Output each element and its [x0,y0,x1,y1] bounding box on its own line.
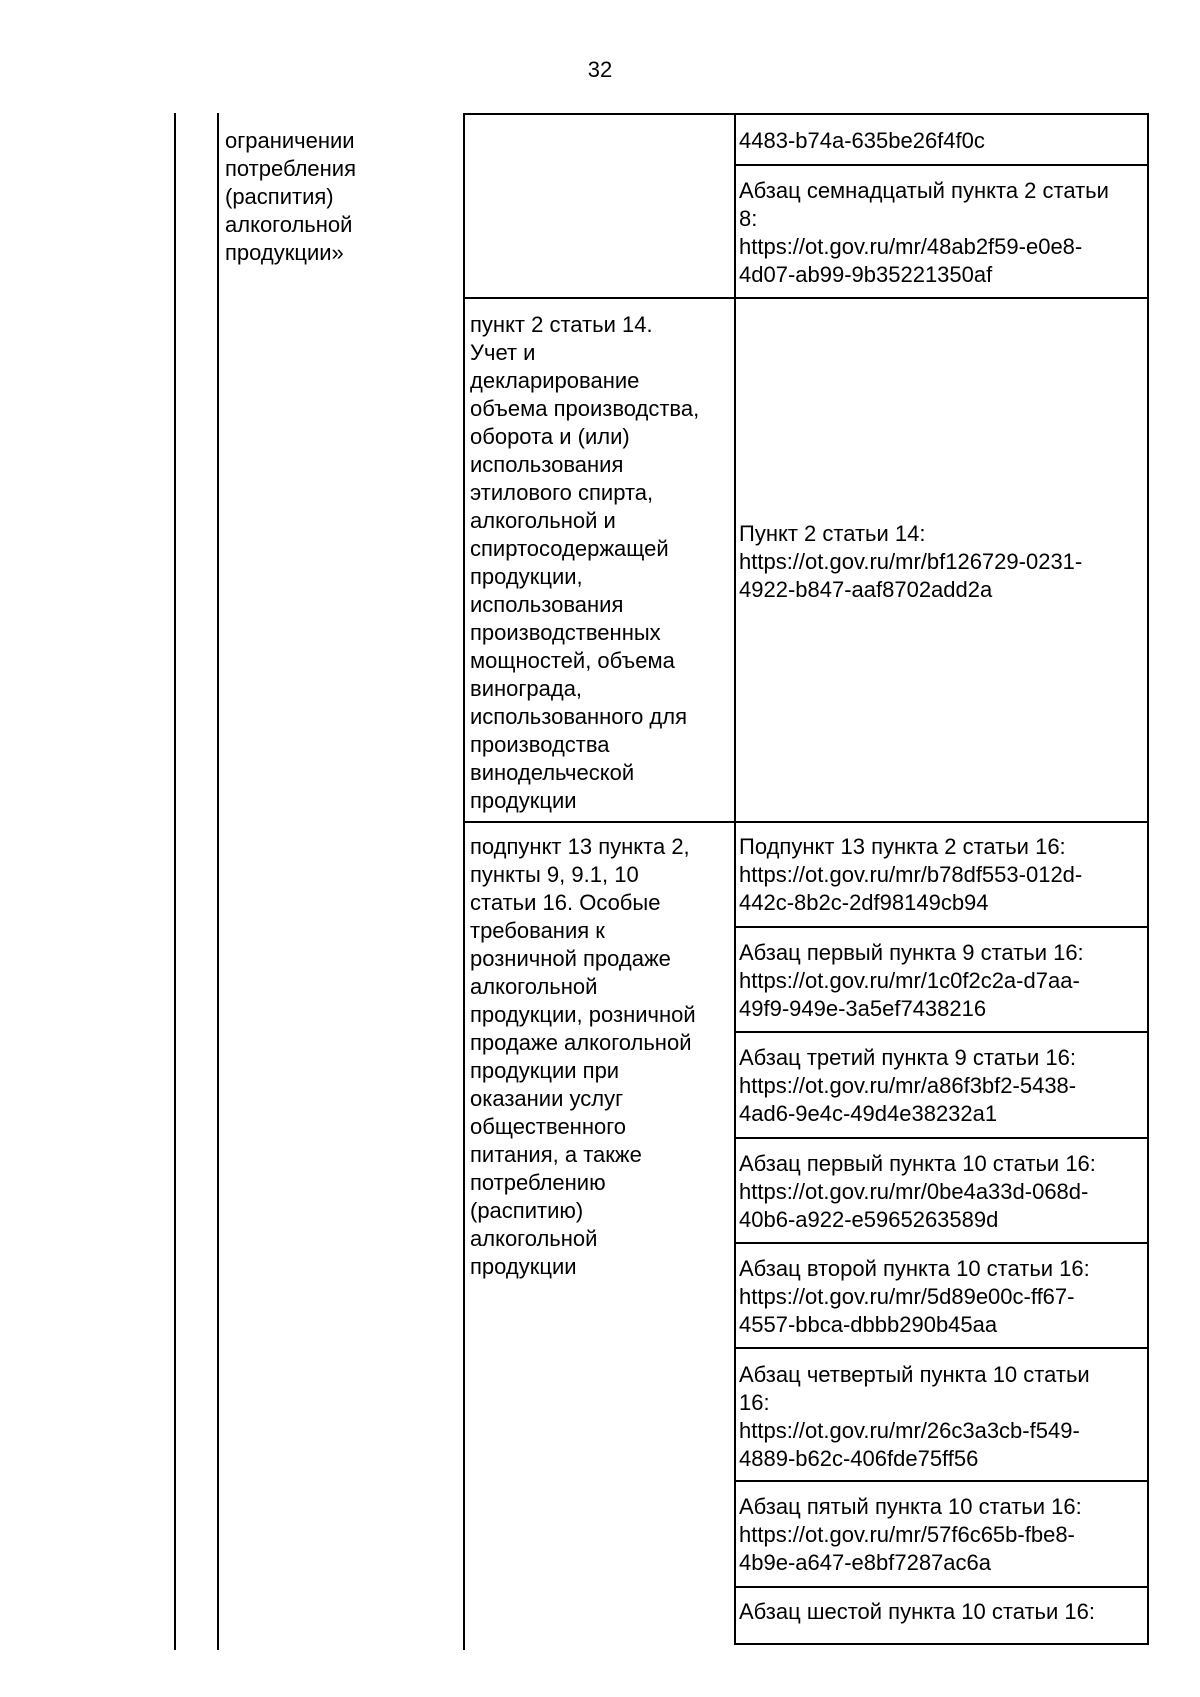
cell-divider [734,1480,1149,1482]
article-cell: подпункт 13 пункта 2, пункты 9, 9.1, 10 статьи 16. Особые требования к розничной продаже алкогольной продукции, розничной продаже алкогольной продукции при оказании услуг общественного питания, а также потреблению (распитию) алкогольной продукции [470,834,696,1279]
reference-cell: Пункт 2 статьи 14: https://ot.gov.ru/mr/bf126729-0231- 4922-b847-aaf8702add2a [739,521,1083,602]
document-name-cell: ограничении потребления (распития) алкогольной продукции» [225,128,357,265]
row-divider [463,297,1149,299]
reference-cell: Абзац первый пункта 10 статьи 16: https://ot.gov.ru/mr/0be4a33d-068d- 40b6-a922-e5965263589d [739,1151,1096,1232]
reference-cell: 4483-b74a-635be26f4f0c [739,128,985,153]
table-border-col3 [734,113,736,1645]
reference-cell: Абзац первый пункта 9 статьи 16: https://ot.gov.ru/mr/1c0f2c2a-d7aa- 49f9-949e-3a5ef7438216 [739,940,1084,1021]
reference-cell: Абзац четвертый пункта 10 статьи 16: https://ot.gov.ru/mr/26c3a3cb-f549- 4889-b62c-406fde75ff56 [739,1362,1090,1471]
table-border-bottom [734,1643,1149,1645]
cell-divider [734,1137,1149,1139]
cell-divider [734,1347,1149,1349]
table-border-col2 [463,113,465,1650]
reference-cell: Абзац семнадцатый пункта 2 статьи 8: https://ot.gov.ru/mr/48ab2f59-e0e8- 4d07-ab99-9b35221350af [739,178,1109,287]
cell-divider [734,926,1149,928]
reference-cell: Абзац шестой пункта 10 статьи 16: [739,1599,1095,1624]
cell-divider [734,164,1149,166]
cell-divider [734,1242,1149,1244]
reference-cell: Абзац пятый пункта 10 статьи 16: https://ot.gov.ru/mr/57f6c65b-fbe8- 4b9e-a647-e8bf7287ac6a [739,1494,1082,1575]
page-number: 32 [587,57,613,82]
row-divider [463,821,1149,823]
cell-divider [734,1031,1149,1033]
article-cell: пункт 2 статьи 14. Учет и декларирование объема производства, оборота и (или) использования этилового спирта, алкогольной и спиртосодержащей продукции, использования производственных мощностей, объема винограда, использованного для производства винодельческой продукции [470,312,700,813]
reference-cell: Абзац второй пункта 10 статьи 16: https://ot.gov.ru/mr/5d89e00c-ff67- 4557-bbca-dbbb290b45aa [739,1256,1090,1337]
table-border-col1 [217,113,219,1650]
table-border-left [174,113,176,1650]
reference-cell: Абзац третий пункта 9 статьи 16: https://ot.gov.ru/mr/a86f3bf2-5438- 4ad6-9e4c-49d4e38232a1 [739,1045,1077,1126]
table-border-top [463,113,1149,115]
cell-divider [734,1586,1149,1588]
reference-cell: Подпункт 13 пункта 2 статьи 16: https://ot.gov.ru/mr/b78df553-012d- 442c-8b2c-2df98149cb94 [739,834,1083,915]
